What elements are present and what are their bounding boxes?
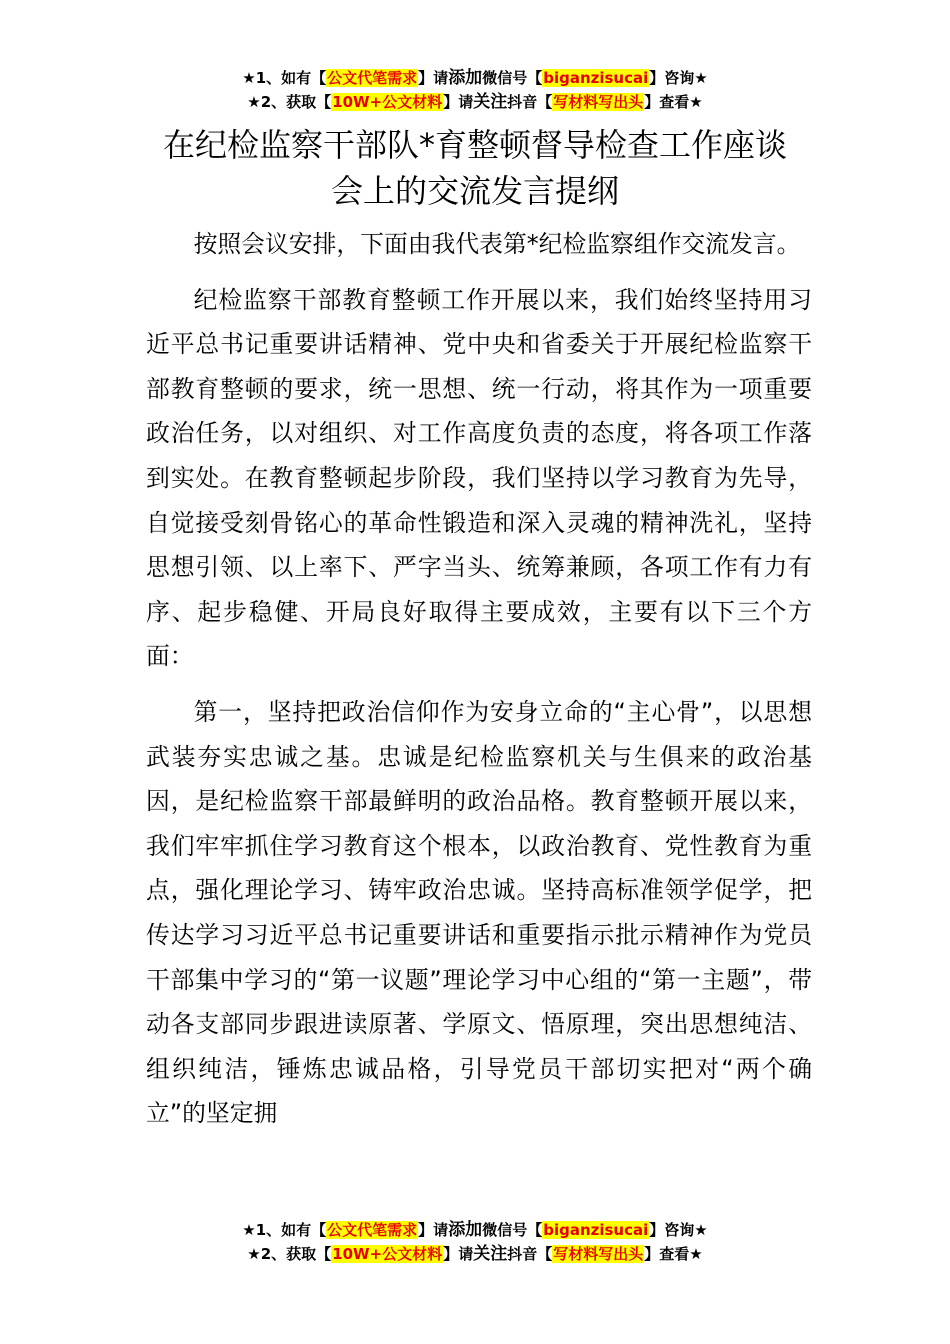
banner-highlight: biganzisucai xyxy=(543,1221,649,1239)
banner-highlight: 10W+公文材料 xyxy=(332,1245,443,1263)
footer-banner xyxy=(0,1218,950,1266)
banner-line-2: ★2、获取【10W+公文材料】请关注抖音【写材料写出头】查看★ xyxy=(247,1244,703,1264)
document-title xyxy=(140,122,810,214)
banner-line-1: ★1、如有【公文代笔需求】请添加微信号【biganzisucai】咨询★ xyxy=(242,1220,708,1240)
banner-highlight: biganzisucai xyxy=(543,69,649,87)
banner-line-1: ★1、如有【公文代笔需求】请添加微信号【biganzisucai】咨询★ xyxy=(242,68,708,88)
banner-line-2: ★2、获取【10W+公文材料】请关注抖音【写材料写出头】查看★ xyxy=(247,92,703,112)
banner-highlight: 公文代笔需求 xyxy=(327,69,418,87)
title-line-2: 会上的交流发言提纲 xyxy=(330,172,619,210)
title-line-1: 在纪检监察干部队*育整顿督导检查工作座谈 xyxy=(162,126,787,164)
banner-highlight: 写材料写出头 xyxy=(553,93,644,111)
banner-highlight: 写材料写出头 xyxy=(553,1245,644,1263)
banner-highlight: 公文代笔需求 xyxy=(327,1221,418,1239)
paragraph-2: 纪检监察干部教育整顿工作开展以来，我们始终坚持用习近平总书记重要讲话精神、党中央和省委关于开展纪检监察干部教育整顿的要求，统一思想、统一行动，将其作为一项重要政治任务，以对组织、对工作高度负责的态度，将各项工作落到实处。在教育整顿起步阶段，我们坚持以学习教育为先导，自觉接受刻骨铭心的革命性锻造和深入灵魂的精神洗礼，坚持思想引领、以上率下、严字当头、统筹兼顾，各项工作有力有序、起步稳健、开局良好取得主要成效，主要有以下三个方面： xyxy=(146,285,812,671)
paragraph-3: 第一，坚持把政治信仰作为安身立命的“主心骨”，以思想武装夯实忠诚之基。忠诚是纪检监察机关与生俱来的政治基因，是纪检监察干部最鲜明的政治品格。教育整顿开展以来，我们牢牢抓住学习教育这个根本，以政治教育、党性教育为重点，强化理论学习、铸牢政治忠诚。坚持高标准领学促学，把传达学习习近平总书记重要讲话和重要指示批示精神作为党员干部集中学习的“第一议题”理论学习中心组的“第一主题”，带动各支部同步跟进读原著、学原文、悟原理，突出思想纯洁、组织纯洁，锤炼忠诚品格，引导党员干部切实把对“两个确立”的坚定拥 xyxy=(146,697,812,1128)
header-banner xyxy=(0,66,950,114)
paragraph-1: 按照会议安排，下面由我代表第*纪检监察组作交流发言。 xyxy=(193,230,801,258)
document-body xyxy=(146,222,812,1147)
banner-highlight: 10W+公文材料 xyxy=(332,93,443,111)
